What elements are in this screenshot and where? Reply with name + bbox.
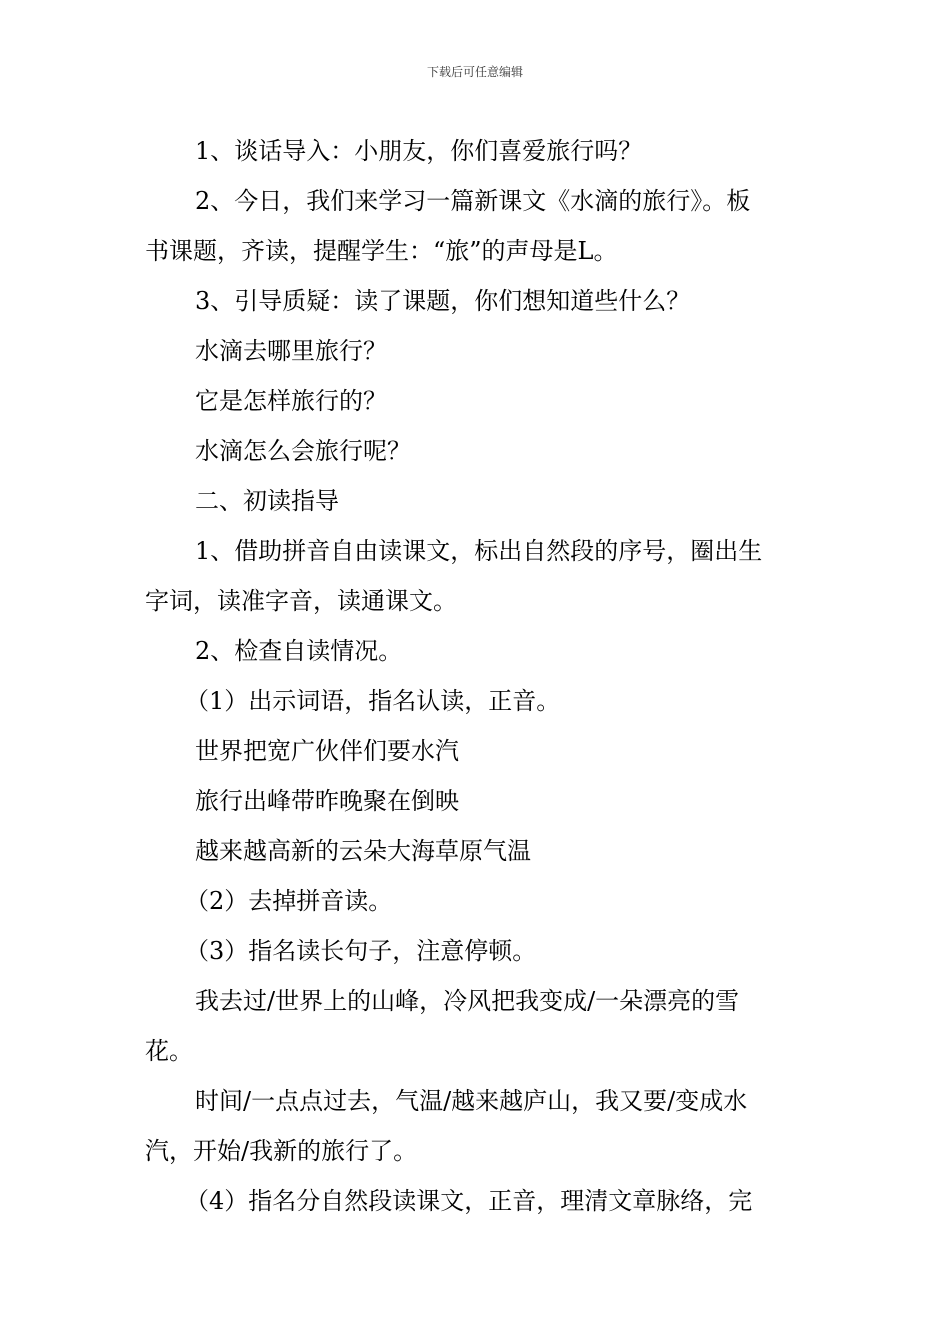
text-line: （1）出示词语，指名认读，正音。 <box>185 687 561 715</box>
text-line: 字词，读准字音，读通课文。 <box>145 587 457 615</box>
text-line: 时间/一点点过去，气温/越来越庐山，我又要/变成水 <box>195 1087 748 1115</box>
word-list-line: 世界把宽广伙伴们要水汽 <box>195 737 459 765</box>
text-line: （4）指名分自然段读课文，正音，理清文章脉络，完 <box>185 1187 753 1215</box>
text-line: 书课题，齐读，提醒学生：“旅”的声母是L。 <box>145 237 618 265</box>
word-list-line: 旅行出峰带昨晚聚在倒映 <box>195 787 459 815</box>
text-line: 它是怎样旅行的？ <box>195 387 387 415</box>
text-line: 2、检查自读情况。 <box>195 637 403 665</box>
text-line: （2）去掉拼音读。 <box>185 887 393 915</box>
text-line: 1、借助拼音自由读课文，标出自然段的序号，圈出生 <box>195 537 763 565</box>
text-line: 水滴去哪里旅行？ <box>195 337 387 365</box>
document-body <box>145 126 805 1226</box>
text-line: 1、谈话导入：小朋友，你们喜爱旅行吗？ <box>195 137 643 165</box>
section-heading: 二、初读指导 <box>195 487 339 515</box>
text-line: 3、引导质疑：读了课题，你们想知道些什么？ <box>195 287 691 315</box>
text-line: 水滴怎么会旅行呢？ <box>195 437 411 465</box>
text-line: 汽，开始/我新的旅行了。 <box>145 1137 418 1165</box>
text-line: 2、今日，我们来学习一篇新课文《水滴的旅行》。板 <box>195 187 751 215</box>
text-line: （3）指名读长句子，注意停顿。 <box>185 937 537 965</box>
word-list-line: 越来越高新的云朵大海草原气温 <box>195 837 531 865</box>
text-line: 我去过/世界上的山峰，冷风把我变成/一朵漂亮的雪 <box>195 987 740 1015</box>
text-line: 花。 <box>145 1037 193 1065</box>
page-header: 下载后可任意编辑 <box>426 65 523 79</box>
